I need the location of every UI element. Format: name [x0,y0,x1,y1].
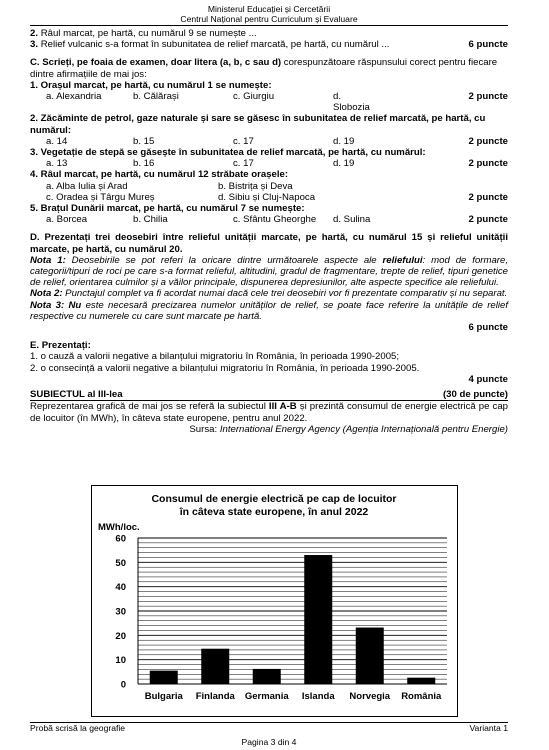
question-points: 2 puncte [468,91,508,103]
question-points: 2 puncte [468,214,508,226]
option-c: c. 17 [233,135,254,147]
option-a: a. 13 [46,158,68,170]
note-keyword: reliefului [382,254,423,266]
chart-svg [92,486,457,716]
section-e-points: 4 puncte [468,373,508,385]
x-tick-label: Bulgaria [144,691,183,702]
option-b: b. 16 [133,158,155,170]
option-d: d. Sulina [333,214,371,226]
question-c5 [30,203,508,225]
item-b2 [30,28,508,39]
option-a: a. 14 [46,135,68,147]
bar-bulgaria [150,671,178,684]
task-text: și [422,232,441,244]
section-c-emphasis: doar litera (a, b, c sau d) [170,57,282,69]
intro-keyword: III A-B [268,401,297,413]
note-text: Punctajul complet va fi acordat numai dacă cele trei deosebiri vor fi prezentate comparativ și nu separat. [62,288,508,300]
note-label: Nota 3: [30,299,65,311]
option-a: a. Alexandria [46,91,102,103]
page-footer [30,722,508,747]
note-3 [30,300,508,322]
question-c2 [30,113,508,147]
question-c4 [30,169,508,203]
note-text: Deosebirile se pot referi la oricare dintre următoarele aspecte ale [65,254,383,266]
question-c3 [30,147,508,169]
option-d: d. Slobozia [333,91,370,114]
question-c1 [30,80,508,114]
y-tick-label: 50 [115,557,126,569]
x-tick-label: Islanda [301,691,335,702]
section-d-task [30,232,508,254]
y-tick-label: 30 [115,606,126,618]
bar-finlanda [201,649,229,684]
bar-chart [91,485,458,717]
item-b3 [30,39,508,50]
option-b: b. Călărași [133,91,179,103]
section-e [30,340,508,385]
option-d: d. 19 [333,158,355,170]
note-text: : mod de formare, categorii/tipuri de roci pe care s-a format relieful, altitudini, gradul de fragmentare, trepte de relief, tipuri genetice de relief, orientarea culmilor și a văilor principale, dispunerea depresiunilor, alte aspecte specifice ale reliefului. [30,254,508,289]
exam-page [30,4,508,435]
bar-românia [407,678,435,684]
subject-3-intro [30,401,508,423]
y-axis-label: MWh/loc. [98,522,140,533]
unit-number: 20 [169,243,180,255]
option-c: c. 17 [233,158,254,170]
section-c-label: C. Scrieți, pe foaia de examen, [30,57,171,69]
note-text: este necesară precizarea numelor unităților de relief, se poate face referire la unitățile de relief respective cu numerele cu care sunt marcate pe hartă. [30,299,509,322]
section-c-text: corespunzătoare răspunsului corect pentru fiecare dintre afirmațiile de mai jos: [30,57,498,80]
intro-text: Reprezentarea grafică de mai jos se referă la subiectul [30,401,269,413]
task-text: unității marcate, pe hartă, cu numărul [30,232,509,255]
footer-right: Varianta 1 [469,723,508,733]
note-2 [30,288,508,299]
footer-left: Probă scrisă la geografie [30,723,126,733]
section-d-points: 6 puncte [468,322,508,334]
note-1 [30,255,508,289]
y-tick-label: 40 [115,582,126,594]
source-label: Sursa: [189,423,220,435]
question-stem: 4. Râul marcat, pe hartă, cu numărul 12 străbate orașele: [30,169,289,181]
task-text: unității marcate, pe hartă, cu numărul [219,232,412,244]
section-e-title: E. Prezentați: [30,340,91,352]
y-tick-label: 20 [115,630,126,642]
source-line [30,424,508,435]
chart-title: Consumul de energie electrică pe cap de locuitor în câteva state europene, în anul 2022 [151,493,397,518]
option-c: c. Sfântu Gheorghe [233,214,317,226]
option-b: b. Chilia [133,214,168,226]
keyword-relief: relieful [440,232,472,244]
section-e-item-2: 2. o consecință a valorii negative a bilanțului migratoriu în România, în perioada 1990-2005. [30,362,420,374]
option-a: a. Alba Iulia și Arad [46,180,128,192]
option-b: b. 15 [133,135,155,147]
item-text: Relief vulcanic s-a format în subunitatea de relief marcată, pe hartă, cu numărul ... [40,39,390,51]
item-points: 6 puncte [468,39,508,51]
section-d [30,232,508,333]
page-number: Pagina 3 din 4 [241,737,297,747]
subject-3-header [30,389,508,401]
item-number: 3. [30,39,39,51]
question-stem: 2. Zăcăminte de petrol, gaze naturale și sare se găsesc în subunitatea de relief marcată, pe hartă, cu numărul: [30,113,486,136]
header-divider [30,25,508,26]
section-e-item-1: 1. o cauză a valorii negative a bilanțului migratoriu în România, în perioada 1990-2005; [30,351,400,363]
subject-3-title: SUBIECTUL al III-lea [30,389,123,401]
y-tick-label: 60 [115,533,126,545]
question-stem: 3. Vegetație de stepă se găsește în subunitatea de relief marcată, pe hartă, cu numărul: [30,147,426,159]
note-keyword: Nu [64,299,82,311]
option-d: d. 19 [333,135,355,147]
question-points: 2 puncte [468,135,508,147]
x-tick-label: Germania [244,691,289,702]
x-tick-label: Finlanda [195,691,235,702]
option-a: a. Borcea [46,214,88,226]
bar-norvegia [356,628,384,684]
bar-germania [253,669,281,684]
source-text: International Energy Agency (Agenția Internațională pentru Energie) [219,423,508,435]
subject-3-points: (30 de puncte) [442,389,508,401]
option-c: c. Giurgiu [233,91,275,103]
ministry-name: Ministerul Educației și Cercetării [207,4,331,14]
option-d: d. Sibiu și Cluj-Napoca [218,191,316,203]
y-tick-label: 10 [115,655,126,667]
x-tick-label: Norvegia [349,691,391,702]
note-label: Nota 1: [30,254,66,266]
section-c-intro [30,57,508,79]
center-name: Centrul Național pentru Curriculum și Evaluare [180,14,358,24]
task-text: . [179,243,183,255]
question-stem: 5. Brațul Dunării marcat, pe hartă, cu numărul 7 se numește: [30,203,305,215]
keyword-relief: relieful [188,232,220,244]
option-c: c. Oradea și Târgu Mureș [46,191,155,203]
unit-number: 15 [411,232,423,244]
question-points: 2 puncte [468,191,508,203]
note-label: Nota 2: [30,288,63,300]
item-text: Râul marcat, pe hartă, cu numărul 9 se numește ... [40,28,257,39]
option-b: b. Bistrița și Deva [218,180,293,192]
x-tick-label: România [401,691,442,702]
item-number: 2. [30,28,39,39]
question-stem: 1. Orașul marcat, pe hartă, cu numărul 1 se numește: [30,79,272,91]
intro-text: și prezintă consumul de energie electrică pe cap de locuitor (în MWh), în câteva state europene, pentru anul 2022. [30,401,509,424]
bar-islanda [304,555,332,684]
question-points: 2 puncte [468,158,508,170]
section-d-label: D. Prezentați trei deosebiri între [30,232,189,244]
y-tick-label: 0 [120,679,126,691]
page-header [30,4,508,24]
